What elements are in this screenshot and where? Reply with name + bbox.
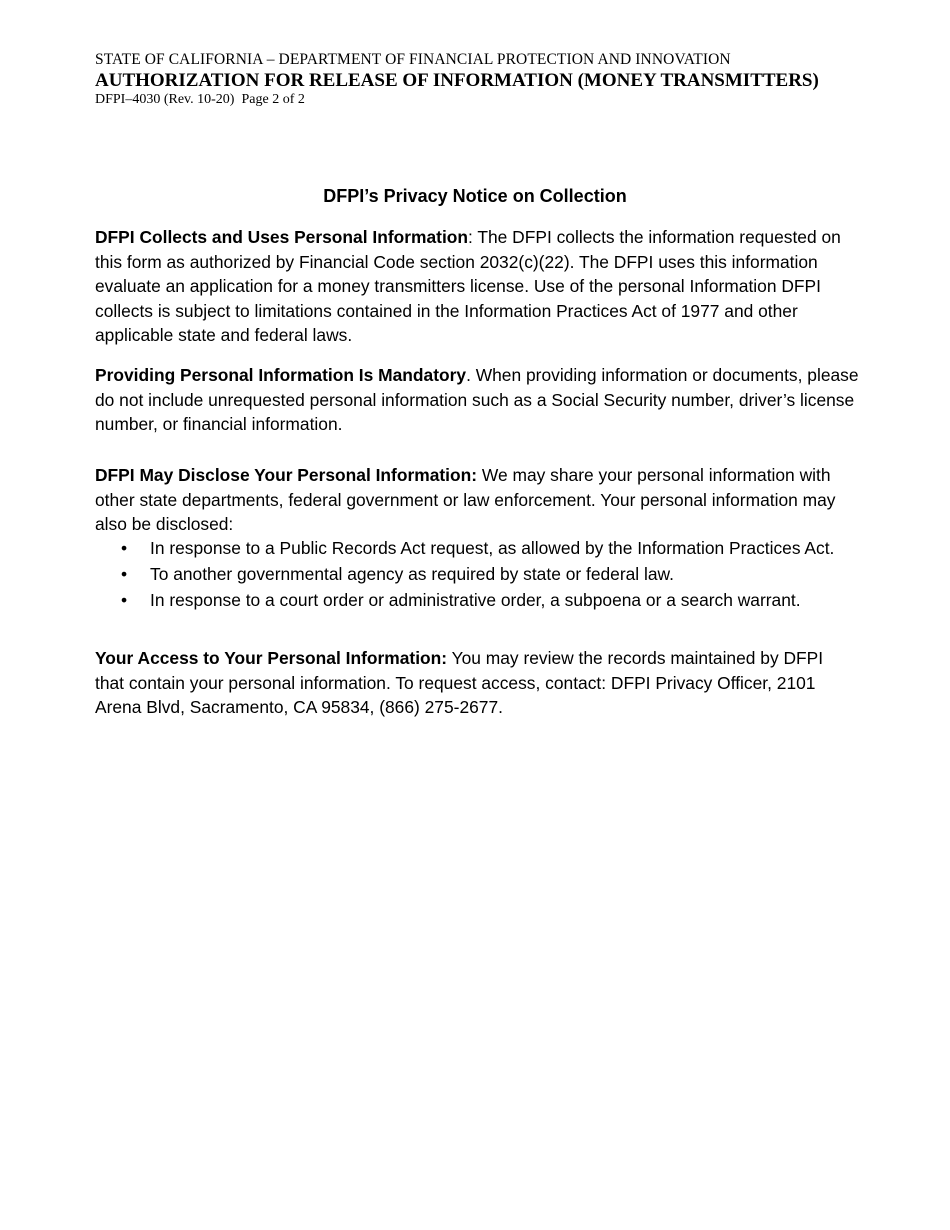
form-header: [95, 50, 895, 109]
access-paragraph: [95, 646, 825, 720]
bullet-icon: •: [121, 538, 128, 558]
list-item-text: In response to a court order or administrative order, a subpoena or a search warrant.: [150, 590, 801, 610]
collects-text: : The DFPI collects the information requested on this form as authorized by Financial Code section 2032(c)(22). The DFPI uses this information evaluate an application for a money transmitters license. Use of the personal Information DFPI collects is subject to limitations contained in the Information Practices Act of 1977 and other applicable state and federal laws.: [95, 227, 841, 345]
list-item: [95, 588, 870, 613]
list-item: [95, 562, 870, 587]
agency-name: STATE OF CALIFORNIA – DEPARTMENT OF FINANCIAL PROTECTION AND INNOVATION: [95, 51, 731, 68]
disclose-heading: DFPI May Disclose Your Personal Information:: [95, 465, 478, 485]
collects-heading: DFPI Collects and Uses Personal Information: [95, 227, 469, 247]
mandatory-paragraph: [95, 363, 870, 437]
list-item-text: To another governmental agency as required by state or federal law.: [150, 564, 674, 584]
form-number: DFPI–4030 (Rev. 10-20) Page 2 of 2: [95, 92, 305, 107]
list-item-text: In response to a Public Records Act request, as allowed by the Information Practices Act.: [150, 538, 835, 558]
list-item: [95, 536, 870, 561]
mandatory-text: . When providing information or documents, please do not include unrequested personal information such as a Social Security number, driver’s license number, or financial information.: [95, 365, 859, 434]
disclose-paragraph: [95, 463, 870, 537]
disclose-text: We may share your personal information with other state departments, federal government or law enforcement. Your personal information may also be disclosed:: [95, 465, 836, 534]
mandatory-heading: Providing Personal Information Is Mandatory: [95, 365, 467, 385]
disclosure-list: [95, 536, 870, 614]
access-heading: Your Access to Your Personal Information:: [95, 648, 448, 668]
bullet-icon: •: [121, 564, 128, 584]
form-title: AUTHORIZATION FOR RELEASE OF INFORMATION (MONEY TRANSMITTERS): [95, 70, 819, 91]
collects-paragraph: [95, 225, 870, 348]
bullet-icon: •: [121, 590, 128, 610]
access-text: You may review the records maintained by DFPI that contain your personal information. To request access, contact: DFPI Privacy Officer, 2101 Arena Blvd, Sacramento, CA 95834, (866) 275-2677.: [95, 648, 824, 717]
privacy-notice-title: DFPI’s Privacy Notice on Collection: [323, 186, 627, 206]
